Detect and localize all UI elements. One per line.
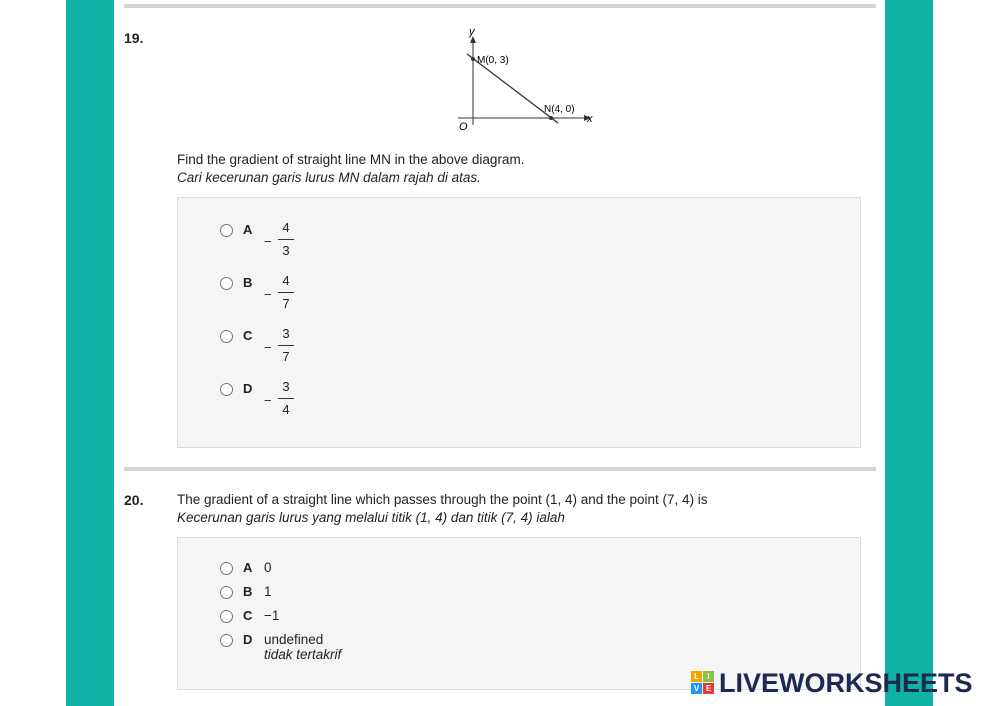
- fraction-bar: [278, 239, 294, 240]
- radio-button[interactable]: [220, 330, 233, 343]
- radio-button[interactable]: [220, 383, 233, 396]
- radio-button[interactable]: [220, 224, 233, 237]
- fraction-value: [264, 379, 304, 423]
- option-letter: B: [243, 275, 253, 290]
- fraction-bar: [278, 345, 294, 346]
- fraction-value: [264, 326, 304, 370]
- denominator: 3: [282, 243, 290, 258]
- numerator: 3: [282, 326, 290, 341]
- liveworksheets-logo-icon: [691, 671, 715, 695]
- numerator: 4: [282, 273, 290, 288]
- y-axis-label: y: [469, 26, 475, 38]
- option-value: 0: [264, 560, 272, 575]
- line-mn-diagram: [448, 24, 608, 140]
- point-m: [471, 57, 475, 61]
- option-letter: D: [243, 381, 253, 396]
- option-letter: A: [243, 560, 253, 575]
- logo-tile-l: L: [691, 671, 702, 682]
- option-value: [264, 632, 341, 662]
- logo-tile-e: E: [703, 683, 714, 694]
- radio-button[interactable]: [220, 562, 233, 575]
- fraction-bar: [278, 398, 294, 399]
- question-20-number: 20.: [124, 492, 144, 508]
- question-19-number: 19.: [124, 30, 144, 46]
- question-divider: [124, 467, 876, 471]
- radio-button[interactable]: [220, 634, 233, 647]
- denominator: 7: [282, 349, 290, 364]
- minus-sign: −: [264, 234, 272, 249]
- point-n-label: N(4, 0): [544, 104, 575, 115]
- fraction-bar: [278, 292, 294, 293]
- question-divider-top: [124, 4, 876, 8]
- option-letter: D: [243, 632, 253, 647]
- logo-tile-v: V: [691, 683, 702, 694]
- x-axis-label: x: [587, 113, 593, 125]
- option-value-malay: tidak tertakrif: [264, 647, 342, 662]
- radio-button[interactable]: [220, 610, 233, 623]
- fraction-value: [264, 220, 304, 264]
- option-letter: C: [243, 328, 253, 343]
- fraction-value: [264, 273, 304, 317]
- radio-button[interactable]: [220, 277, 233, 290]
- left-teal-band: [66, 0, 114, 706]
- option-value: −1: [264, 608, 280, 623]
- question-19-malay: Cari kecerunan garis lurus MN dalam rajah di atas.: [177, 170, 481, 185]
- minus-sign: −: [264, 393, 272, 408]
- point-m-label: M(0, 3): [477, 55, 509, 66]
- origin-label: O: [459, 121, 468, 133]
- question-20-english: The gradient of a straight line which passes through the point (1, 4) and the point (7, 4) is: [177, 492, 708, 507]
- point-n: [549, 116, 553, 120]
- option-letter: A: [243, 222, 253, 237]
- question-20-text: [177, 491, 708, 527]
- option-letter: B: [243, 584, 253, 599]
- question-19-text: [177, 151, 524, 187]
- question-19-english: Find the gradient of straight line MN in the above diagram.: [177, 152, 525, 167]
- option-value-english: undefined: [264, 632, 324, 647]
- liveworksheets-logo-text: LIVEWORKSHEETS: [719, 667, 973, 698]
- minus-sign: −: [264, 287, 272, 302]
- minus-sign: −: [264, 340, 272, 355]
- logo-tile-i: I: [703, 671, 714, 682]
- option-value: 1: [264, 584, 272, 599]
- denominator: 7: [282, 296, 290, 311]
- numerator: 4: [282, 220, 290, 235]
- option-letter: C: [243, 608, 253, 623]
- liveworksheets-logo: [691, 668, 973, 698]
- denominator: 4: [282, 402, 290, 417]
- question-20-malay: Kecerunan garis lurus yang melalui titik (1, 4) dan titik (7, 4) ialah: [177, 510, 565, 525]
- numerator: 3: [282, 379, 290, 394]
- right-teal-band: [885, 0, 933, 706]
- question-19-options: [177, 197, 861, 448]
- radio-button[interactable]: [220, 586, 233, 599]
